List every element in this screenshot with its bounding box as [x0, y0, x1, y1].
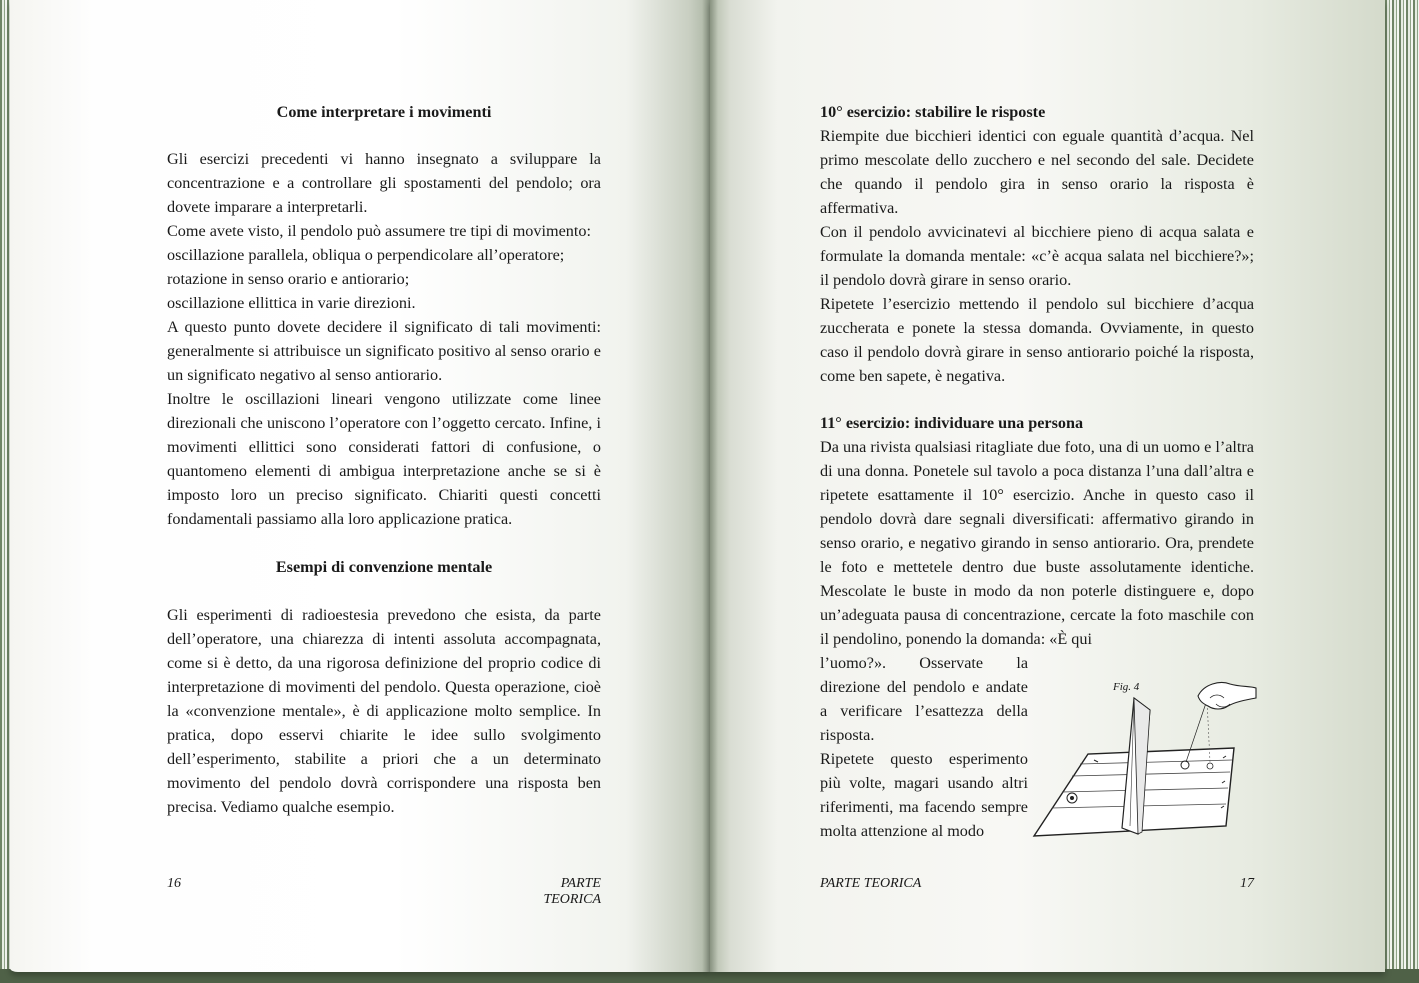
paragraph: Da una rivista qualsiasi ritagliate due foto, una di un uomo e l’altra di una donna. Ponetele sul tavolo a poca distanza l’una dall’altra e ripetete esattamente il 10° esercizio. Anche in questo caso il pendolo dovrà dare segnali diversificati: affermativo girando in senso orario, e negativo girando in senso antiorario. Ora, prendete le foto e mettetele dentro due buste assolutamente identiche. Mescolate le buste in modo da non poterle distinguere e, dopo un’adeguata pausa di concentrazione, cercate la foto maschile con il pendolino, ponendo la domanda: «È qui	[820, 438, 1254, 648]
paragraph: l’uomo?». Osservate la direzione del pendolo e andate a verificare l’esattezza della risposta.	[820, 654, 1028, 744]
figure-caption: Fig. 4	[1113, 681, 1140, 693]
left-body-2	[167, 603, 601, 819]
exercise-10-heading: 10° esercizio: stabilire le risposte	[820, 103, 1046, 121]
right-wrap-text	[820, 651, 1028, 843]
book-gutter	[702, 0, 718, 972]
paragraph: oscillazione parallela, obliqua o perpendicolare all’operatore;	[167, 246, 565, 264]
left-heading-1: Come interpretare i movimenti	[276, 103, 492, 121]
book-edge-right	[1385, 0, 1419, 983]
paragraph: Ripetete l’esercizio mettendo il pendolo sul bicchiere d’acqua zuccherata e ponete la stessa domanda. Ovviamente, in questo caso il pendolo dovrà girare in senso antiorario poiché la risposta, come ben sapete, è negativa.	[820, 295, 1254, 385]
right-running-title: PARTE TEORICA	[820, 876, 922, 891]
paragraph: Con il pendolo avvicinatevi al bicchiere pieno di acqua salata e formulate la domanda mentale: «c’è acqua salata nel bicchiere?»; il pendolo dovrà girare in senso orario.	[820, 223, 1254, 289]
right-page-number: 17	[1240, 876, 1254, 891]
paragraph: rotazione in senso orario e antiorario;	[167, 270, 410, 288]
pendulum-illustration	[1030, 676, 1260, 846]
paragraph: Inoltre le oscillazioni lineari vengono utilizzate come linee direzionali che uniscono l’operatore con l’oggetto cercato. Infine, i movimenti ellittici sono considerati fattori di confusione, o quantomeno elementi di ambigua interpretazione anche se si è imposto loro un preciso significato. Chiariti questi concetti fondamentali passiamo alla loro applicazione pratica.	[167, 390, 601, 528]
left-running-title: PARTE TEORICA	[543, 876, 601, 907]
paragraph: A questo punto dovete decidere il significato di tali movimenti: generalmente si attribuisce un significato positivo al senso orario e un significato negativo al senso antiorario.	[167, 318, 601, 384]
left-heading-2: Esempi di convenzione mentale	[275, 558, 493, 576]
left-page-number: 16	[167, 876, 181, 891]
paragraph: oscillazione ellittica in varie direzioni.	[167, 294, 416, 312]
paragraph: Ripetete questo esperimento più volte, magari usando altri riferimenti, ma facendo sempre molta attenzione al modo	[820, 750, 1028, 840]
paragraph: Come avete visto, il pendolo può assumere tre tipi di movimento:	[167, 222, 591, 240]
exercise-11-heading: 11° esercizio: individuare una persona	[820, 414, 1084, 432]
paragraph: Gli esercizi precedenti vi hanno insegnato a sviluppare la concentrazione e a controllare gli spostamenti del pendolo; ora dovete imparare a interpretarli.	[167, 150, 601, 216]
right-body-2	[820, 411, 1254, 651]
paragraph: Riempite due bicchieri identici con eguale quantità d’acqua. Nel primo mescolate dello zucchero e nel secondo del sale. Decidete che quando il pendolo gira in senso orario la risposta è affermativa.	[820, 127, 1254, 217]
left-body-1	[167, 147, 601, 531]
paragraph: Gli esperimenti di radioestesia prevedono che esista, da parte dell’operatore, una chiarezza di intenti assoluta accompagnata, come si è detto, da una rigorosa definizione del proprio codice di interpretazione di movimenti del pendolo. Questa operazione, cioè la «convenzione mentale», è di applicazione molto semplice. In pratica, dopo esservi chiarite le idee sullo svolgimento dell’esperimento, stabilite a priori che a un determinato movimento del pendolo dovrà corrispondere una risposta ben precisa. Vediamo qualche esempio.	[167, 606, 601, 816]
right-body-1	[820, 100, 1254, 388]
